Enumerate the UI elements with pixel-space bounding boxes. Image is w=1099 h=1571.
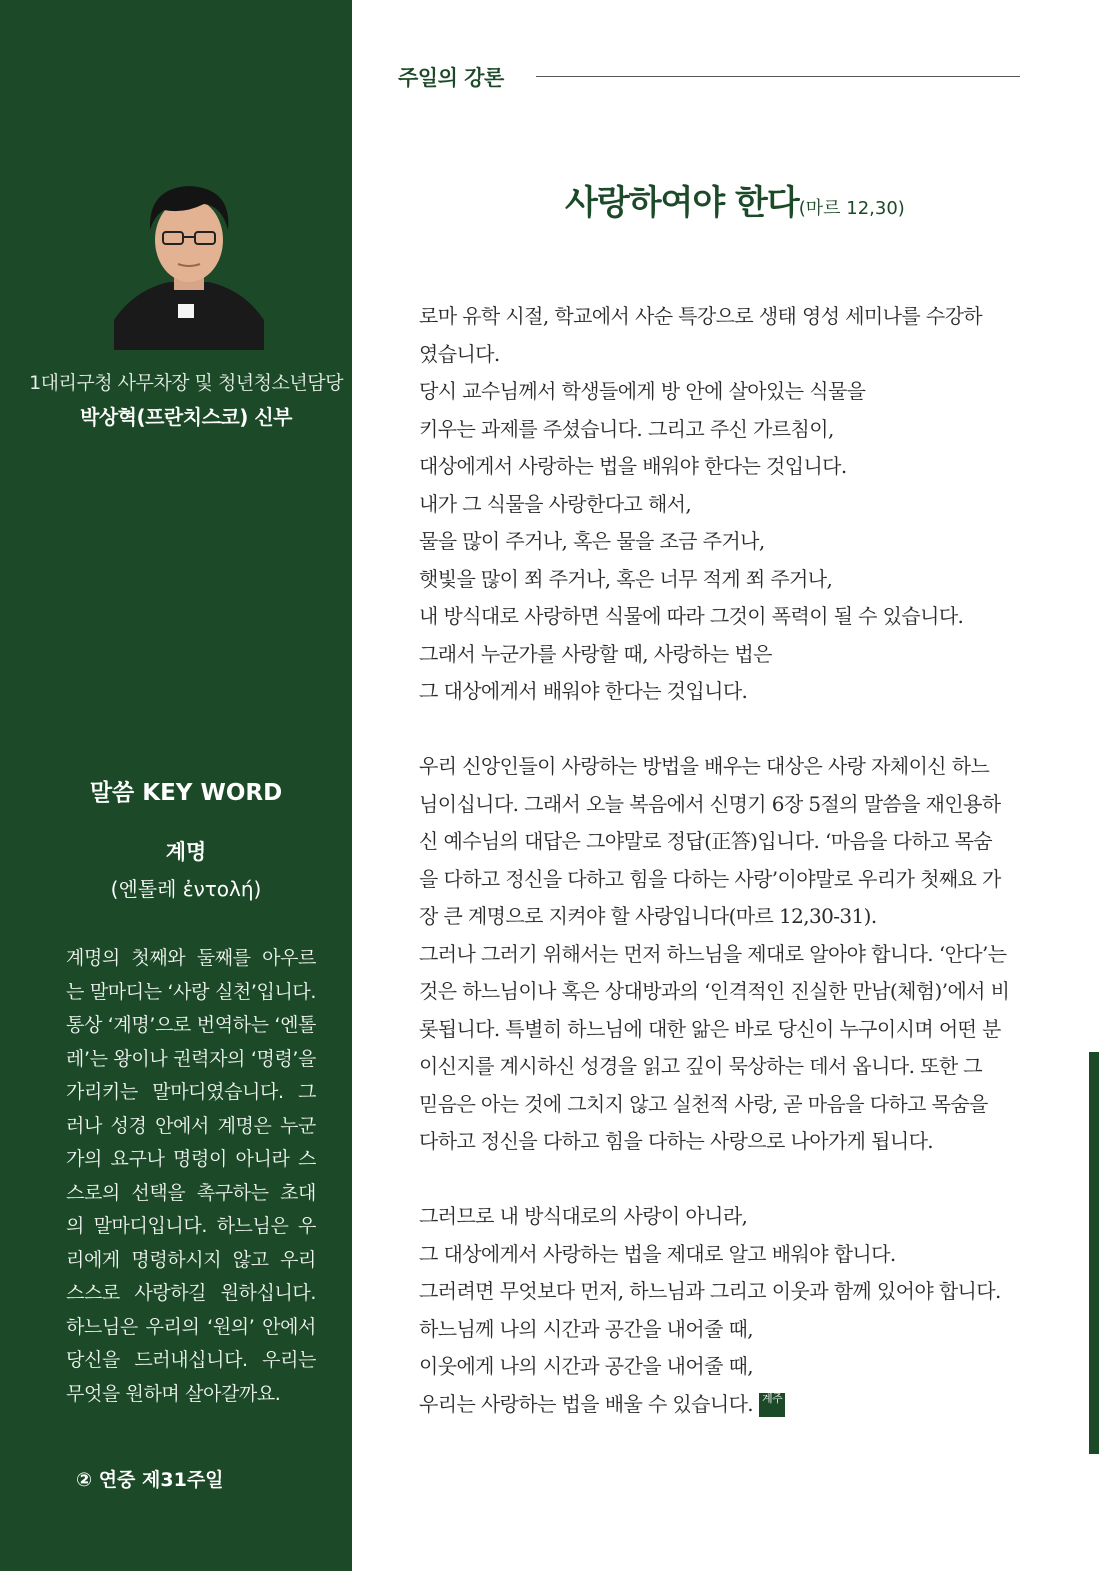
keyword-greek: (엔톨레 ἐντολή): [110, 877, 262, 901]
text-line: 로마 유학 시절, 학교에서 사순 특강으로 생태 영성 세미나를 수강하: [419, 304, 983, 328]
text-line: 그 대상에게서 사랑하는 법을 제대로 알고 배워야 합니다.: [419, 1241, 896, 1266]
text-line: 그러므로 내 방식대로의 사랑이 아니라,: [419, 1204, 748, 1228]
section-label: 주일의 강론: [398, 66, 504, 90]
text-line: 였습니다.: [419, 341, 500, 366]
paragraph-gap: [419, 1161, 1015, 1199]
paragraph-gap: [419, 711, 1015, 749]
closing-line: 우리는 사랑하는 법을 배울 수 있습니다.: [419, 1391, 754, 1416]
text-line: 그러려면 무엇보다 먼저, 하느님과 그리고 이웃과 함께 있어야 합니다.: [419, 1279, 1001, 1303]
text-line: 장 큰 계명으로 지켜야 할 사랑입니다(마르 12,30-31).: [419, 904, 877, 928]
title-reference: (마르 12,30): [798, 198, 905, 219]
paragraph-3: [419, 1198, 1015, 1423]
keyword-description: 계명의 첫째와 둘째를 아우르는 말마디는 ‘사랑 실천’입니다. 통상 ‘계명’으로 번역하는 ‘엔톨레’는 왕이나 권력자의 ‘명령’을 가리키는 말마디였습니다. 그러나 성경 안에서 계명은 누군가의 요구나 명령이 아니라 스스로의 선택을 촉구하는 초대의 말마디입니다. 하느님은 우리에게 명령하시지 않고 우리 스스로 사랑하길 원하십니다. 하느님은 우리의 ‘원의’ 안에서 당신을 드러내십니다. 우리는 무엇을 원하며 살아갈까요.: [66, 947, 316, 1405]
text-line: [419, 1386, 1015, 1424]
page-title-block: [565, 175, 905, 224]
text-line: 우리 신앙인들이 사랑하는 방법을 배우는 대상은 사랑 자체이신 하느: [419, 754, 990, 778]
section-divider: [536, 76, 1020, 77]
text-line: 롯됩니다. 특별히 하느님에 대한 앎은 바로 당신이 누구이시며 어떤 분: [419, 1016, 1001, 1041]
text-line: 이웃에게 나의 시간과 공간을 내어줄 때,: [419, 1354, 754, 1378]
page-edge-tab: [1089, 1052, 1099, 1454]
text-line: 것은 하느님이나 혹은 상대방과의 ‘인격적인 진실한 만남(체험)’에서 비: [419, 979, 1010, 1003]
keyword-heading: 말씀 KEY WORD: [89, 780, 283, 806]
paragraph-2: [419, 748, 1015, 1161]
end-mark-stamp: 계주: [759, 1393, 785, 1417]
text-line: 내 방식대로 사랑하면 식물에 따라 그것이 폭력이 될 수 있습니다.: [419, 604, 964, 628]
author-photo: [114, 170, 264, 350]
page-title: 사랑하여야 한다: [565, 183, 799, 223]
author-name: 박상혁(프란치스코) 신부: [80, 405, 292, 429]
text-line: 키우는 과제를 주셨습니다. 그리고 주신 가르침이,: [419, 416, 834, 441]
text-line: 대상에게서 사랑하는 법을 배워야 한다는 것입니다.: [419, 454, 847, 478]
homily-body: [419, 298, 1015, 1423]
sidebar: [0, 0, 352, 1571]
text-line: 님이십니다. 그래서 오늘 복음에서 신명기 6장 5절의 말씀을 재인용하: [419, 791, 1001, 816]
text-line: 물을 많이 주거나, 혹은 물을 조금 주거나,: [419, 529, 765, 553]
paragraph-1: [419, 298, 1015, 711]
page-footer: ② 연중 제31주일: [76, 1469, 224, 1491]
text-line: 그래서 누군가를 사랑할 때, 사랑하는 법은: [419, 641, 772, 666]
text-line: 당시 교수님께서 학생들에게 방 안에 살아있는 식물을: [419, 379, 866, 403]
text-line: 믿음은 아는 것에 그치지 않고 실천적 사랑, 곧 마음을 다하고 목숨을: [419, 1091, 988, 1116]
text-line: 하느님께 나의 시간과 공간을 내어줄 때,: [419, 1316, 754, 1341]
keyword-term: 계명: [165, 840, 207, 864]
text-line: 이신지를 계시하신 성경을 읽고 깊이 묵상하는 데서 옵니다. 또한 그: [419, 1054, 983, 1078]
text-line: 내가 그 식물을 사랑한다고 해서,: [419, 491, 692, 516]
author-role: 1대리구청 사무차장 및 청년청소년담당: [29, 372, 343, 394]
text-line: 그러나 그러기 위해서는 먼저 하느님을 제대로 알아야 합니다. ‘안다’는: [419, 941, 1007, 966]
text-line: 신 예수님의 대답은 그야말로 정답(正答)입니다. ‘마음을 다하고 목숨: [419, 829, 993, 853]
text-line: 햇빛을 많이 쬐 주거나, 혹은 너무 적게 쬐 주거나,: [419, 566, 833, 591]
text-line: 다하고 정신을 다하고 힘을 다하는 사랑으로 나아가게 됩니다.: [419, 1129, 934, 1153]
text-line: 그 대상에게서 배워야 한다는 것입니다.: [419, 679, 748, 703]
text-line: 을 다하고 정신을 다하고 힘을 다하는 사랑’이야말로 우리가 첫째요 가: [419, 866, 1001, 891]
